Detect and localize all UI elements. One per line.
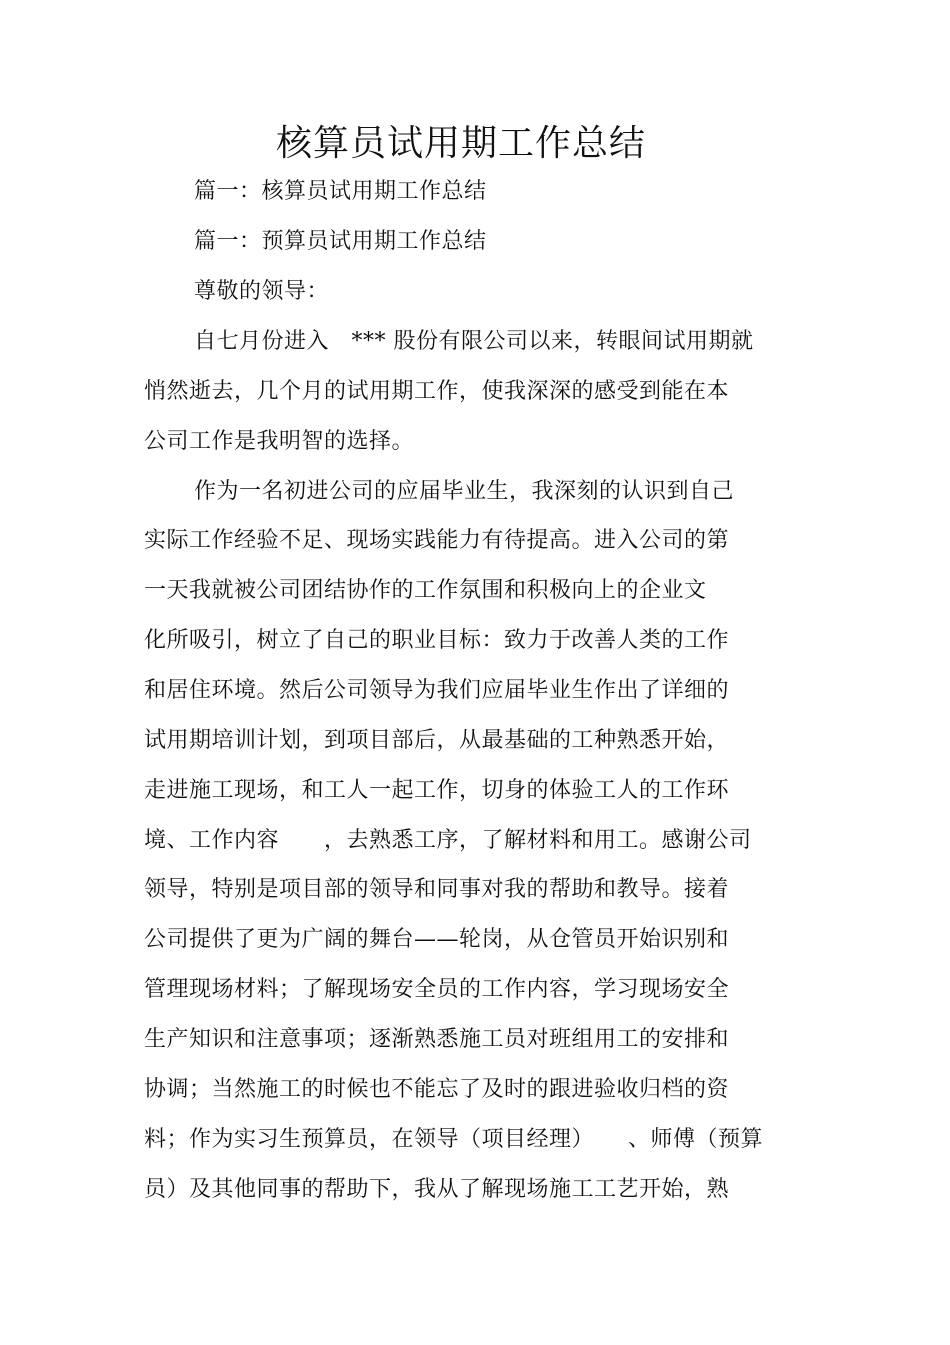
salutation: 尊敬的领导： [194,279,330,304]
paragraph-2-line-15: 员）及其他同事的帮助下，我从了解现场施工工艺开始，熟 [144,1177,730,1202]
paragraph-2-line-7: 走进施工现场，和工人一起工作，切身的体验工人的工作环 [144,778,730,803]
paragraph-1-line-1: 自七月份进入 *** 股份有限公司以来，转眼间试用期就 [194,329,754,354]
document-title: 核算员试用期工作总结 [275,123,646,164]
paragraph-2-line-2: 实际工作经验不足、现场实践能力有待提高。进入公司的第 [144,528,730,553]
paragraph-2-line-3: 一天我就被公司团结协作的工作氛围和积极向上的企业文 [144,578,707,603]
paragraph-2-line-13: 协调；当然施工的时候也不能忘了及时的跟进验收归档的资 [144,1077,730,1102]
paragraph-1-line-3: 公司工作是我明智的选择。 [144,429,415,454]
paragraph-2-line-12: 生产知识和注意事项；逐渐熟悉施工员对班组用工的安排和 [144,1027,730,1052]
subtitle-line-2: 篇一：预算员试用期工作总结 [194,229,487,254]
paragraph-2-line-4: 化所吸引，树立了自己的职业目标：致力于改善人类的工作 [144,628,730,653]
paragraph-2-line-6: 试用期培训计划，到项目部后，从最基础的工种熟悉开始， [144,728,730,753]
paragraph-2-line-9: 领导，特别是项目部的领导和同事对我的帮助和教导。接着 [144,877,730,902]
subtitle-line-1: 篇一：核算员试用期工作总结 [194,179,487,204]
paragraph-2-line-11: 管理现场材料；了解现场安全员的工作内容，学习现场安全 [144,977,730,1002]
paragraph-2-line-8: 境、工作内容 ，去熟悉工序，了解材料和用工。感谢公司 [144,828,752,853]
paragraph-1-line-2: 悄然逝去，几个月的试用期工作，使我深深的感受到能在本 [144,379,730,404]
paragraph-2-line-5: 和居住环境。然后公司领导为我们应届毕业生作出了详细的 [144,678,730,703]
paragraph-2-line-10: 公司提供了更为广阔的舞台——轮岗，从仓管员开始识别和 [144,927,730,952]
paragraph-2-line-1: 作为一名初进公司的应届毕业生，我深刻的认识到自己 [194,479,735,504]
paragraph-2-line-14: 料；作为实习生预算员，在领导（项目经理） 、师傅（预算 [144,1127,764,1152]
